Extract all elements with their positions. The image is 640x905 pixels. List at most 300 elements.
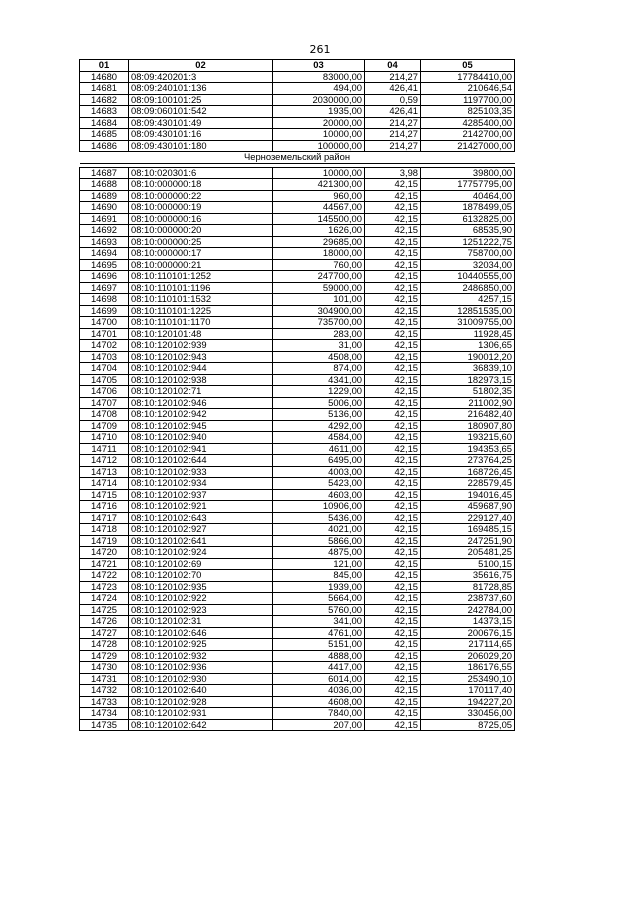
table-row — [80, 409, 515, 421]
cadastral-number-cell: 08:10:120102:927 — [129, 524, 273, 536]
rate-cell: 42,15 — [365, 340, 421, 352]
cadastral-number-cell: 08:10:120102:641 — [129, 535, 273, 547]
cadastral-value-cell: 247251,90 — [421, 535, 515, 547]
row-number-cell: 14704 — [80, 363, 129, 375]
table-row — [80, 236, 515, 248]
row-number-cell: 14728 — [80, 639, 129, 651]
rate-cell: 42,15 — [365, 420, 421, 432]
table-row — [80, 351, 515, 363]
cadastral-number-cell: 08:10:120102:928 — [129, 696, 273, 708]
area-cell: 874,00 — [273, 363, 365, 375]
cadastral-value-cell: 190012,20 — [421, 351, 515, 363]
table-row — [80, 294, 515, 306]
area-cell: 10906,00 — [273, 501, 365, 513]
rate-cell: 214,27 — [365, 117, 421, 129]
row-number-cell: 14710 — [80, 432, 129, 444]
table-row — [80, 524, 515, 536]
table-row — [80, 443, 515, 455]
row-number-cell: 14714 — [80, 478, 129, 490]
cadastral-value-cell: 17784410,00 — [421, 71, 515, 83]
area-cell: 101,00 — [273, 294, 365, 306]
table-row — [80, 685, 515, 697]
area-cell: 4508,00 — [273, 351, 365, 363]
cadastral-number-cell: 08:09:240101:136 — [129, 83, 273, 95]
table-row — [80, 616, 515, 628]
rate-cell: 42,15 — [365, 271, 421, 283]
cadastral-value-cell: 81728,85 — [421, 581, 515, 593]
table-row — [80, 106, 515, 118]
table-row — [80, 478, 515, 490]
cadastral-value-cell: 758700,00 — [421, 248, 515, 260]
rate-cell: 42,15 — [365, 616, 421, 628]
row-number-cell: 14724 — [80, 593, 129, 605]
cadastral-value-cell: 4257,15 — [421, 294, 515, 306]
area-cell: 10000,00 — [273, 129, 365, 141]
rate-cell: 214,27 — [365, 140, 421, 152]
cadastral-number-cell: 08:10:120102:940 — [129, 432, 273, 444]
table-row — [80, 558, 515, 570]
area-cell: 4603,00 — [273, 489, 365, 501]
row-number-cell: 14695 — [80, 259, 129, 271]
area-cell: 1626,00 — [273, 225, 365, 237]
rate-cell: 42,15 — [365, 627, 421, 639]
cadastral-value-cell: 169485,15 — [421, 524, 515, 536]
cadastral-value-cell: 825103,35 — [421, 106, 515, 118]
cadastral-number-cell: 08:10:110101:1225 — [129, 305, 273, 317]
table-row — [80, 140, 515, 152]
area-cell: 59000,00 — [273, 282, 365, 294]
area-cell: 5866,00 — [273, 535, 365, 547]
cadastral-number-cell: 08:09:420201:3 — [129, 71, 273, 83]
row-number-cell: 14694 — [80, 248, 129, 260]
area-cell: 100000,00 — [273, 140, 365, 152]
cadastral-value-cell: 4285400,00 — [421, 117, 515, 129]
cadastral-value-cell: 217114,65 — [421, 639, 515, 651]
rate-cell: 42,15 — [365, 443, 421, 455]
rate-cell: 42,15 — [365, 294, 421, 306]
rate-cell: 42,15 — [365, 478, 421, 490]
cadastral-value-cell: 228579,45 — [421, 478, 515, 490]
cadastral-number-cell: 08:10:120102:931 — [129, 708, 273, 720]
cadastral-number-cell: 08:10:120102:644 — [129, 455, 273, 467]
row-number-cell: 14696 — [80, 271, 129, 283]
cadastral-number-cell: 08:10:000000:19 — [129, 202, 273, 214]
cadastral-number-cell: 08:10:120102:933 — [129, 466, 273, 478]
row-number-cell: 14706 — [80, 386, 129, 398]
cadastral-value-cell: 253490,10 — [421, 673, 515, 685]
cadastral-number-cell: 08:10:120102:939 — [129, 340, 273, 352]
rate-cell: 42,15 — [365, 570, 421, 582]
table-row — [80, 340, 515, 352]
row-number-cell: 14689 — [80, 190, 129, 202]
cadastral-number-cell: 08:10:000000:25 — [129, 236, 273, 248]
row-number-cell: 14722 — [80, 570, 129, 582]
cadastral-number-cell: 08:10:110101:1196 — [129, 282, 273, 294]
cadastral-number-cell: 08:09:100101:25 — [129, 94, 273, 106]
rate-cell: 42,15 — [365, 236, 421, 248]
table-row — [80, 535, 515, 547]
table-row — [80, 282, 515, 294]
row-number-cell: 14703 — [80, 351, 129, 363]
row-number-cell: 14731 — [80, 673, 129, 685]
cadastral-number-cell: 08:10:120102:935 — [129, 581, 273, 593]
cadastral-value-cell: 186176,55 — [421, 662, 515, 674]
table-row — [80, 512, 515, 524]
area-cell: 4003,00 — [273, 466, 365, 478]
row-number-cell: 14680 — [80, 71, 129, 83]
row-number-cell: 14734 — [80, 708, 129, 720]
table-row — [80, 604, 515, 616]
area-cell: 960,00 — [273, 190, 365, 202]
rate-cell: 42,15 — [365, 696, 421, 708]
area-cell: 29685,00 — [273, 236, 365, 248]
table-row — [80, 662, 515, 674]
table-row — [80, 708, 515, 720]
header-col-02: 02 — [129, 60, 273, 72]
cadastral-number-cell: 08:09:430101:180 — [129, 140, 273, 152]
row-number-cell: 14732 — [80, 685, 129, 697]
cadastral-value-cell: 194227,20 — [421, 696, 515, 708]
cadastral-value-cell: 180907,80 — [421, 420, 515, 432]
cadastral-value-cell: 5100,15 — [421, 558, 515, 570]
table-row — [80, 432, 515, 444]
area-cell: 121,00 — [273, 558, 365, 570]
cadastral-value-cell: 68535,90 — [421, 225, 515, 237]
cadastral-value-cell: 1306,65 — [421, 340, 515, 352]
cadastral-value-cell: 39800,00 — [421, 167, 515, 179]
cadastral-value-cell: 40464,00 — [421, 190, 515, 202]
cadastral-number-cell: 08:10:120102:943 — [129, 351, 273, 363]
area-cell: 6495,00 — [273, 455, 365, 467]
cadastral-value-cell: 14373,15 — [421, 616, 515, 628]
area-cell: 5664,00 — [273, 593, 365, 605]
area-cell: 4888,00 — [273, 650, 365, 662]
section-row — [80, 152, 515, 164]
table-row — [80, 570, 515, 582]
row-number-cell: 14688 — [80, 179, 129, 191]
cadastral-value-cell: 1197700,00 — [421, 94, 515, 106]
area-cell: 5760,00 — [273, 604, 365, 616]
rate-cell: 426,41 — [365, 83, 421, 95]
cadastral-value-cell: 238737,60 — [421, 593, 515, 605]
cadastral-number-cell: 08:10:120102:922 — [129, 593, 273, 605]
table-row — [80, 317, 515, 329]
cadastral-value-cell: 205481,25 — [421, 547, 515, 559]
rate-cell: 42,15 — [365, 202, 421, 214]
cadastral-number-cell: 08:10:000000:17 — [129, 248, 273, 260]
area-cell: 207,00 — [273, 719, 365, 731]
table-row — [80, 627, 515, 639]
rate-cell: 42,15 — [365, 708, 421, 720]
rate-cell: 42,15 — [365, 397, 421, 409]
area-cell: 2030000,00 — [273, 94, 365, 106]
cadastral-number-cell: 08:10:000000:16 — [129, 213, 273, 225]
cadastral-number-cell: 08:10:120102:932 — [129, 650, 273, 662]
area-cell: 5436,00 — [273, 512, 365, 524]
table-row — [80, 271, 515, 283]
cadastral-number-cell: 08:10:120102:944 — [129, 363, 273, 375]
table-row — [80, 696, 515, 708]
area-cell: 4608,00 — [273, 696, 365, 708]
area-cell: 4611,00 — [273, 443, 365, 455]
area-cell: 145500,00 — [273, 213, 365, 225]
cadastral-number-cell: 08:10:000000:22 — [129, 190, 273, 202]
table-row — [80, 719, 515, 731]
table-row — [80, 259, 515, 271]
table-row — [80, 363, 515, 375]
row-number-cell: 14707 — [80, 397, 129, 409]
table-row — [80, 455, 515, 467]
area-cell: 341,00 — [273, 616, 365, 628]
area-cell: 845,00 — [273, 570, 365, 582]
row-number-cell: 14709 — [80, 420, 129, 432]
cadastral-value-cell: 11928,45 — [421, 328, 515, 340]
cadastral-value-cell: 229127,40 — [421, 512, 515, 524]
cadastral-value-cell: 6132825,00 — [421, 213, 515, 225]
area-cell: 4584,00 — [273, 432, 365, 444]
header-col-01: 01 — [80, 60, 129, 72]
rate-cell: 0,59 — [365, 94, 421, 106]
area-cell: 7840,00 — [273, 708, 365, 720]
rate-cell: 42,15 — [365, 225, 421, 237]
row-number-cell: 14720 — [80, 547, 129, 559]
row-number-cell: 14721 — [80, 558, 129, 570]
rate-cell: 3,98 — [365, 167, 421, 179]
cadastral-number-cell: 08:10:120102:937 — [129, 489, 273, 501]
area-cell: 4875,00 — [273, 547, 365, 559]
rate-cell: 214,27 — [365, 129, 421, 141]
cadastral-value-cell: 182973,15 — [421, 374, 515, 386]
rate-cell: 42,15 — [365, 466, 421, 478]
table-row — [80, 639, 515, 651]
area-cell: 494,00 — [273, 83, 365, 95]
cadastral-value-cell: 193215,60 — [421, 432, 515, 444]
header-row — [80, 60, 515, 72]
cadastral-value-cell: 1878499,05 — [421, 202, 515, 214]
cadastral-number-cell: 08:09:430101:16 — [129, 129, 273, 141]
cadastral-number-cell: 08:10:120102:934 — [129, 478, 273, 490]
row-number-cell: 14691 — [80, 213, 129, 225]
rate-cell: 42,15 — [365, 547, 421, 559]
table-row — [80, 179, 515, 191]
rate-cell: 42,15 — [365, 558, 421, 570]
cadastral-value-cell: 2142700,00 — [421, 129, 515, 141]
area-cell: 5006,00 — [273, 397, 365, 409]
cadastral-number-cell: 08:10:120102:643 — [129, 512, 273, 524]
rate-cell: 42,15 — [365, 374, 421, 386]
table-row — [80, 581, 515, 593]
cadastral-value-cell: 51802,35 — [421, 386, 515, 398]
cadastral-number-cell: 08:10:000000:18 — [129, 179, 273, 191]
cadastral-number-cell: 08:10:120102:946 — [129, 397, 273, 409]
cadastral-value-cell: 200676,15 — [421, 627, 515, 639]
area-cell: 1229,00 — [273, 386, 365, 398]
rate-cell: 42,15 — [365, 535, 421, 547]
area-cell: 10000,00 — [273, 167, 365, 179]
cadastral-number-cell: 08:09:430101:49 — [129, 117, 273, 129]
cadastral-value-cell: 168726,45 — [421, 466, 515, 478]
row-number-cell: 14690 — [80, 202, 129, 214]
row-number-cell: 14692 — [80, 225, 129, 237]
table-row — [80, 374, 515, 386]
row-number-cell: 14683 — [80, 106, 129, 118]
cadastral-number-cell: 08:10:120102:945 — [129, 420, 273, 432]
rate-cell: 42,15 — [365, 432, 421, 444]
row-number-cell: 14685 — [80, 129, 129, 141]
cadastral-value-cell: 459687,90 — [421, 501, 515, 513]
table-row — [80, 466, 515, 478]
table-row — [80, 420, 515, 432]
cadastral-number-cell: 08:10:120102:923 — [129, 604, 273, 616]
table-body-bottom — [80, 167, 515, 731]
rate-cell: 42,15 — [365, 673, 421, 685]
area-cell: 4292,00 — [273, 420, 365, 432]
table-row — [80, 501, 515, 513]
table-row — [80, 305, 515, 317]
row-number-cell: 14712 — [80, 455, 129, 467]
table-row — [80, 94, 515, 106]
row-number-cell: 14716 — [80, 501, 129, 513]
area-cell: 1939,00 — [273, 581, 365, 593]
header-col-04: 04 — [365, 60, 421, 72]
table-row — [80, 673, 515, 685]
cadastral-value-cell: 8725,05 — [421, 719, 515, 731]
cadastral-number-cell: 08:10:120102:936 — [129, 662, 273, 674]
cadastral-value-cell: 194016,45 — [421, 489, 515, 501]
section-title: Черноземельский район — [80, 152, 515, 164]
cadastral-value-cell: 21427000,00 — [421, 140, 515, 152]
area-cell: 247700,00 — [273, 271, 365, 283]
cadastral-number-cell: 08:10:120102:941 — [129, 443, 273, 455]
row-number-cell: 14718 — [80, 524, 129, 536]
cadastral-value-cell: 211002,90 — [421, 397, 515, 409]
cadastral-value-cell: 36839,10 — [421, 363, 515, 375]
table-row — [80, 489, 515, 501]
row-number-cell: 14686 — [80, 140, 129, 152]
row-number-cell: 14681 — [80, 83, 129, 95]
cadastral-number-cell: 08:10:110101:1532 — [129, 294, 273, 306]
area-cell: 4341,00 — [273, 374, 365, 386]
cadastral-value-cell: 12851535,00 — [421, 305, 515, 317]
rate-cell: 42,15 — [365, 685, 421, 697]
row-number-cell: 14726 — [80, 616, 129, 628]
rate-cell: 42,15 — [365, 512, 421, 524]
rate-cell: 42,15 — [365, 489, 421, 501]
row-number-cell: 14687 — [80, 167, 129, 179]
row-number-cell: 14699 — [80, 305, 129, 317]
table-row — [80, 83, 515, 95]
cadastral-number-cell: 08:10:120102:938 — [129, 374, 273, 386]
row-number-cell: 14698 — [80, 294, 129, 306]
area-cell: 4021,00 — [273, 524, 365, 536]
row-number-cell: 14717 — [80, 512, 129, 524]
cadastral-number-cell: 08:10:120102:642 — [129, 719, 273, 731]
rate-cell: 42,15 — [365, 213, 421, 225]
row-number-cell: 14729 — [80, 650, 129, 662]
cadastral-value-table — [79, 59, 515, 731]
cadastral-number-cell: 08:10:120102:640 — [129, 685, 273, 697]
table-row — [80, 213, 515, 225]
area-cell: 20000,00 — [273, 117, 365, 129]
rate-cell: 42,15 — [365, 662, 421, 674]
table-row — [80, 397, 515, 409]
rate-cell: 214,27 — [365, 71, 421, 83]
cadastral-value-cell: 273764,25 — [421, 455, 515, 467]
row-number-cell: 14697 — [80, 282, 129, 294]
cadastral-value-cell: 194353,65 — [421, 443, 515, 455]
cadastral-number-cell: 08:10:020301:6 — [129, 167, 273, 179]
cadastral-value-cell: 10440555,00 — [421, 271, 515, 283]
area-cell: 5151,00 — [273, 639, 365, 651]
rate-cell: 42,15 — [365, 524, 421, 536]
rate-cell: 42,15 — [365, 351, 421, 363]
row-number-cell: 14693 — [80, 236, 129, 248]
cadastral-value-cell: 1251222,75 — [421, 236, 515, 248]
cadastral-number-cell: 08:10:000000:20 — [129, 225, 273, 237]
rate-cell: 42,15 — [365, 363, 421, 375]
cadastral-number-cell: 08:10:120102:925 — [129, 639, 273, 651]
row-number-cell: 14715 — [80, 489, 129, 501]
area-cell: 6014,00 — [273, 673, 365, 685]
cadastral-number-cell: 08:10:120102:646 — [129, 627, 273, 639]
row-number-cell: 14701 — [80, 328, 129, 340]
cadastral-value-cell: 242784,00 — [421, 604, 515, 616]
rate-cell: 42,15 — [365, 581, 421, 593]
cadastral-number-cell: 08:10:120102:924 — [129, 547, 273, 559]
area-cell: 4761,00 — [273, 627, 365, 639]
cadastral-number-cell: 08:10:120102:69 — [129, 558, 273, 570]
row-number-cell: 14725 — [80, 604, 129, 616]
row-number-cell: 14700 — [80, 317, 129, 329]
area-cell: 421300,00 — [273, 179, 365, 191]
cadastral-value-cell: 206029,20 — [421, 650, 515, 662]
cadastral-number-cell: 08:10:120102:70 — [129, 570, 273, 582]
area-cell: 4417,00 — [273, 662, 365, 674]
area-cell: 283,00 — [273, 328, 365, 340]
rate-cell: 42,15 — [365, 719, 421, 731]
rate-cell: 42,15 — [365, 639, 421, 651]
cadastral-value-cell: 330456,00 — [421, 708, 515, 720]
cadastral-number-cell: 08:10:000000:21 — [129, 259, 273, 271]
cadastral-number-cell: 08:10:120102:942 — [129, 409, 273, 421]
table-row — [80, 202, 515, 214]
row-number-cell: 14708 — [80, 409, 129, 421]
rate-cell: 42,15 — [365, 386, 421, 398]
row-number-cell: 14705 — [80, 374, 129, 386]
cadastral-value-cell: 170117,40 — [421, 685, 515, 697]
area-cell: 83000,00 — [273, 71, 365, 83]
row-number-cell: 14727 — [80, 627, 129, 639]
area-cell: 44567,00 — [273, 202, 365, 214]
row-number-cell: 14733 — [80, 696, 129, 708]
table-row — [80, 593, 515, 605]
cadastral-value-cell: 31009755,00 — [421, 317, 515, 329]
cadastral-value-cell: 35616,75 — [421, 570, 515, 582]
area-cell: 760,00 — [273, 259, 365, 271]
table-body-top — [80, 71, 515, 152]
row-number-cell: 14684 — [80, 117, 129, 129]
rate-cell: 42,15 — [365, 328, 421, 340]
row-number-cell: 14713 — [80, 466, 129, 478]
table-row — [80, 225, 515, 237]
rate-cell: 42,15 — [365, 455, 421, 467]
row-number-cell: 14702 — [80, 340, 129, 352]
header-col-05: 05 — [421, 60, 515, 72]
rate-cell: 42,15 — [365, 248, 421, 260]
cadastral-value-cell: 32034,00 — [421, 259, 515, 271]
table-row — [80, 386, 515, 398]
rate-cell: 42,15 — [365, 282, 421, 294]
